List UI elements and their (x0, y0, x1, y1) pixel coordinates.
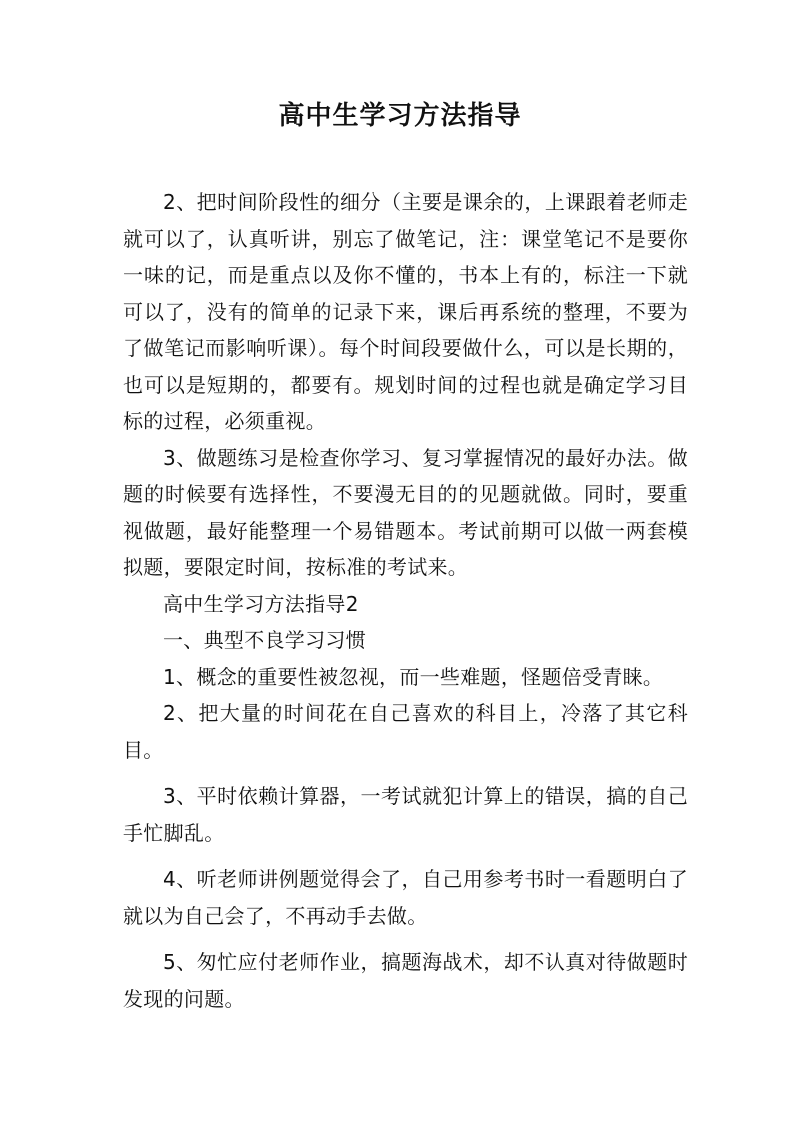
section-heading-guide-2: 高中生学习方法指导2 (163, 591, 359, 616)
paragraph-time-planning: 2、把时间阶段性的细分（主要是课余的，上课跟着老师走就可以了，认真听讲，别忘了做笔记，注：课堂笔记不是要你一味的记，而是重点以及你不懂的，书本上有的，标注一下就可以了，没有的简单的记录下来，课后再系统的整理，不要为了做笔记而影响听课）。每个时间段要做什么，可以是长期的，也可以是短期的，都要有。规划时间的过程也就是确定学习目标的过程，必须重视。 (123, 190, 688, 433)
list-item-habit-4: 4、听老师讲例题觉得会了，自己用参考书时一看题明白了就以为自己会了，不再动手去做。 (123, 867, 688, 928)
list-item-habit-5: 5、匆忙应付老师作业，搞题海战术，却不认真对待做题时发现的问题。 (123, 950, 688, 1011)
list-item-habit-2: 2、把大量的时间花在自己喜欢的科目上，冷落了其它科目。 (123, 701, 688, 762)
document-title: 高中生学习方法指导 (278, 101, 522, 131)
list-item-habit-1: 1、概念的重要性被忽视，而一些难题，怪题倍受青睐。 (163, 664, 664, 689)
document-body (123, 184, 688, 1017)
list-item-habit-3: 3、平时依赖计算器，一考试就犯计算上的错误，搞的自己手忙脚乱。 (123, 784, 688, 845)
paragraph-practice-problems: 3、做题练习是检查你学习、复习掌握情况的最好办法。做题的时候要有选择性，不要漫无目的的见题就做。同时，要重视做题，最好能整理一个易错题本。考试前期可以做一两套模拟题，要限定时间，按标准的考试来。 (123, 445, 688, 579)
section-heading-bad-habits: 一、典型不良学习习惯 (163, 628, 366, 652)
